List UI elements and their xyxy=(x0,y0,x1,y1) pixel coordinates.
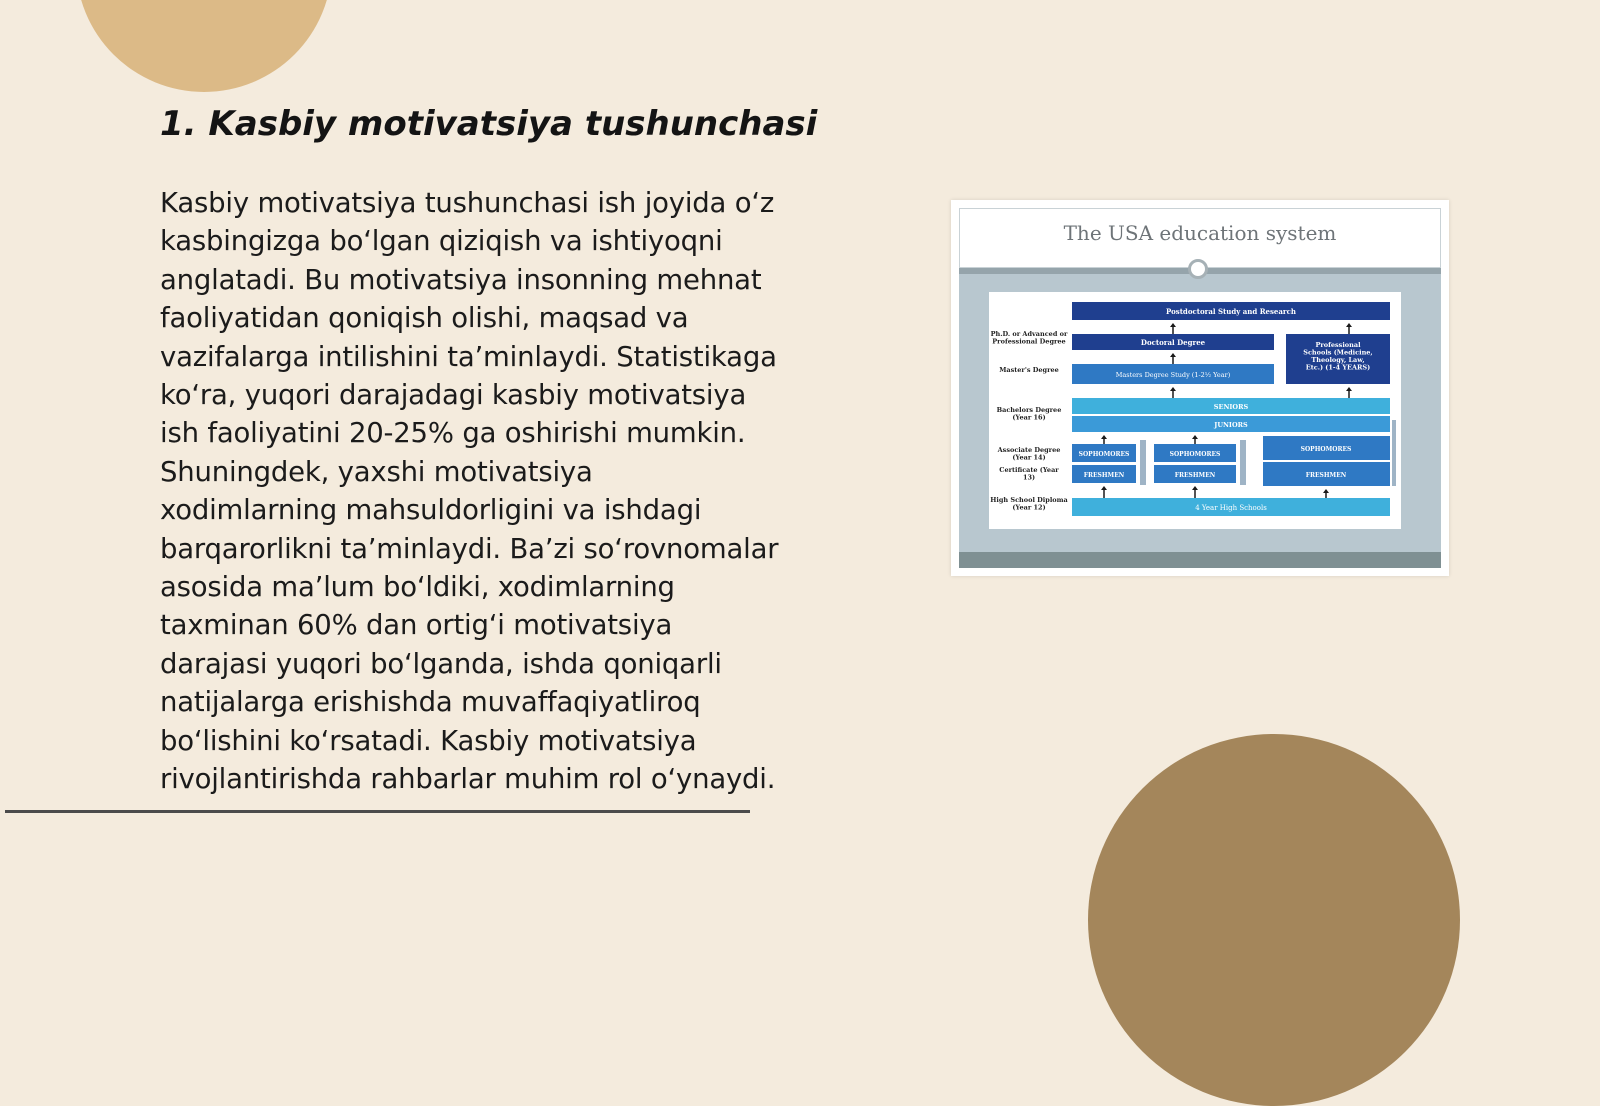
freshmen-label: FRESHMEN xyxy=(1083,472,1125,479)
body-line: natijalarga erishishda muvaffaqiyatliroq xyxy=(160,686,701,719)
body-paragraph xyxy=(160,184,865,799)
freshmen-label: FRESHMEN xyxy=(1305,472,1347,479)
body-line: bo‘lishini ko‘rsatadi. Kasbiy motivatsiya xyxy=(160,724,697,757)
body-line: anglatadi. Bu motivatsiya insonning mehnat xyxy=(160,263,762,296)
row-label: Associate Degree (Year 14) xyxy=(997,446,1061,462)
row-label: Ph.D. or Advanced or Professional Degree xyxy=(990,330,1068,346)
masters-label: Masters Degree Study (1-2½ Year) xyxy=(1115,371,1231,379)
divider-line xyxy=(5,810,750,813)
column-divider-3 xyxy=(1392,420,1396,486)
professional-label: Professional Schools (Medicine, Theology, Law, Etc.) (1-4 YEARS) xyxy=(1303,341,1373,372)
postdoc-label: Postdoctoral Study and Research xyxy=(1166,307,1296,316)
figure-title: The USA education system xyxy=(1063,221,1337,245)
figure-frame xyxy=(959,208,1441,568)
decor-circle-top xyxy=(76,0,332,92)
body-line: Kasbiy motivatsiya tushunchasi ish joyida o‘z xyxy=(160,187,775,219)
row-label: High School Diploma (Year 12) xyxy=(990,496,1068,512)
sophomores-label: SOPHOMORES xyxy=(1300,446,1352,453)
body-line: rivojlantirishda rahbarlar muhim rol o‘ynaydi. xyxy=(160,763,776,796)
juniors-label: JUNIORS xyxy=(1214,421,1248,429)
high-school-label: 4 Year High Schools xyxy=(1195,504,1267,512)
slide-title: 1. Kasbiy motivatsiya tushunchasi xyxy=(160,104,818,144)
column-divider-1 xyxy=(1140,440,1146,485)
column-divider-2 xyxy=(1240,440,1246,485)
education-system-figure xyxy=(951,200,1449,576)
figure-ring xyxy=(1188,259,1208,279)
arrow-col1-juniors-head xyxy=(1101,435,1107,439)
arrow-seniors-masters-head xyxy=(1170,387,1176,391)
row-label: Certificate (Year 13) xyxy=(999,466,1059,482)
body-line: taxminan 60% dan ortig‘i motivatsiya xyxy=(160,609,673,642)
body-line: faoliyatidan qoniqish olishi, maqsad va xyxy=(160,302,689,335)
body-line: Shuningdek, yaxshi motivatsiya xyxy=(160,455,593,488)
arrow-doctoral-postdoc-head xyxy=(1170,323,1176,327)
freshmen-label: FRESHMEN xyxy=(1174,472,1216,479)
arrow-seniors-prof-head xyxy=(1346,387,1352,391)
arrow-masters-doctoral-head xyxy=(1170,353,1176,357)
body-line: darajasi yuqori bo‘lganda, ishda qoniqarli xyxy=(160,647,722,680)
row-label: Bachelors Degree (Year 16) xyxy=(996,406,1062,422)
arrow-hs-col1-head xyxy=(1101,486,1107,490)
arrow-prof-postdoc-head xyxy=(1346,323,1352,327)
arrow-hs-col2-head xyxy=(1192,486,1198,490)
doctoral-label: Doctoral Degree xyxy=(1140,338,1206,347)
seniors-label: SENIORS xyxy=(1213,403,1249,411)
row-label: Master's Degree xyxy=(999,366,1059,374)
sophomores-label: SOPHOMORES xyxy=(1169,451,1221,458)
arrow-col2-juniors-head xyxy=(1192,435,1198,439)
body-line: ish faoliyatini 20-25% ga oshirishi mumkin. xyxy=(160,417,746,450)
body-line: kasbingizga bo‘lgan qiziqish va ishtiyoqni xyxy=(160,225,723,258)
figure-footer xyxy=(959,552,1441,568)
education-diagram-svg xyxy=(989,292,1401,529)
education-diagram xyxy=(989,292,1401,529)
body-line: xodimlarning mahsuldorligini va ishdagi xyxy=(160,494,702,527)
decor-circle-bottom xyxy=(1088,734,1460,1106)
body-line: ko‘ra, yuqori darajadagi kasbiy motivatsiya xyxy=(160,379,747,412)
arrow-hs-col3-head xyxy=(1323,489,1329,493)
body-line: asosida ma’lum bo‘ldiki, xodimlarning xyxy=(160,571,675,604)
sophomores-label: SOPHOMORES xyxy=(1078,451,1130,458)
body-line: barqarorlikni ta’minlaydi. Ba’zi so‘rovnomalar xyxy=(160,532,779,565)
body-line: vazifalarga intilishini ta’minlaydi. Statistikaga xyxy=(160,340,777,373)
